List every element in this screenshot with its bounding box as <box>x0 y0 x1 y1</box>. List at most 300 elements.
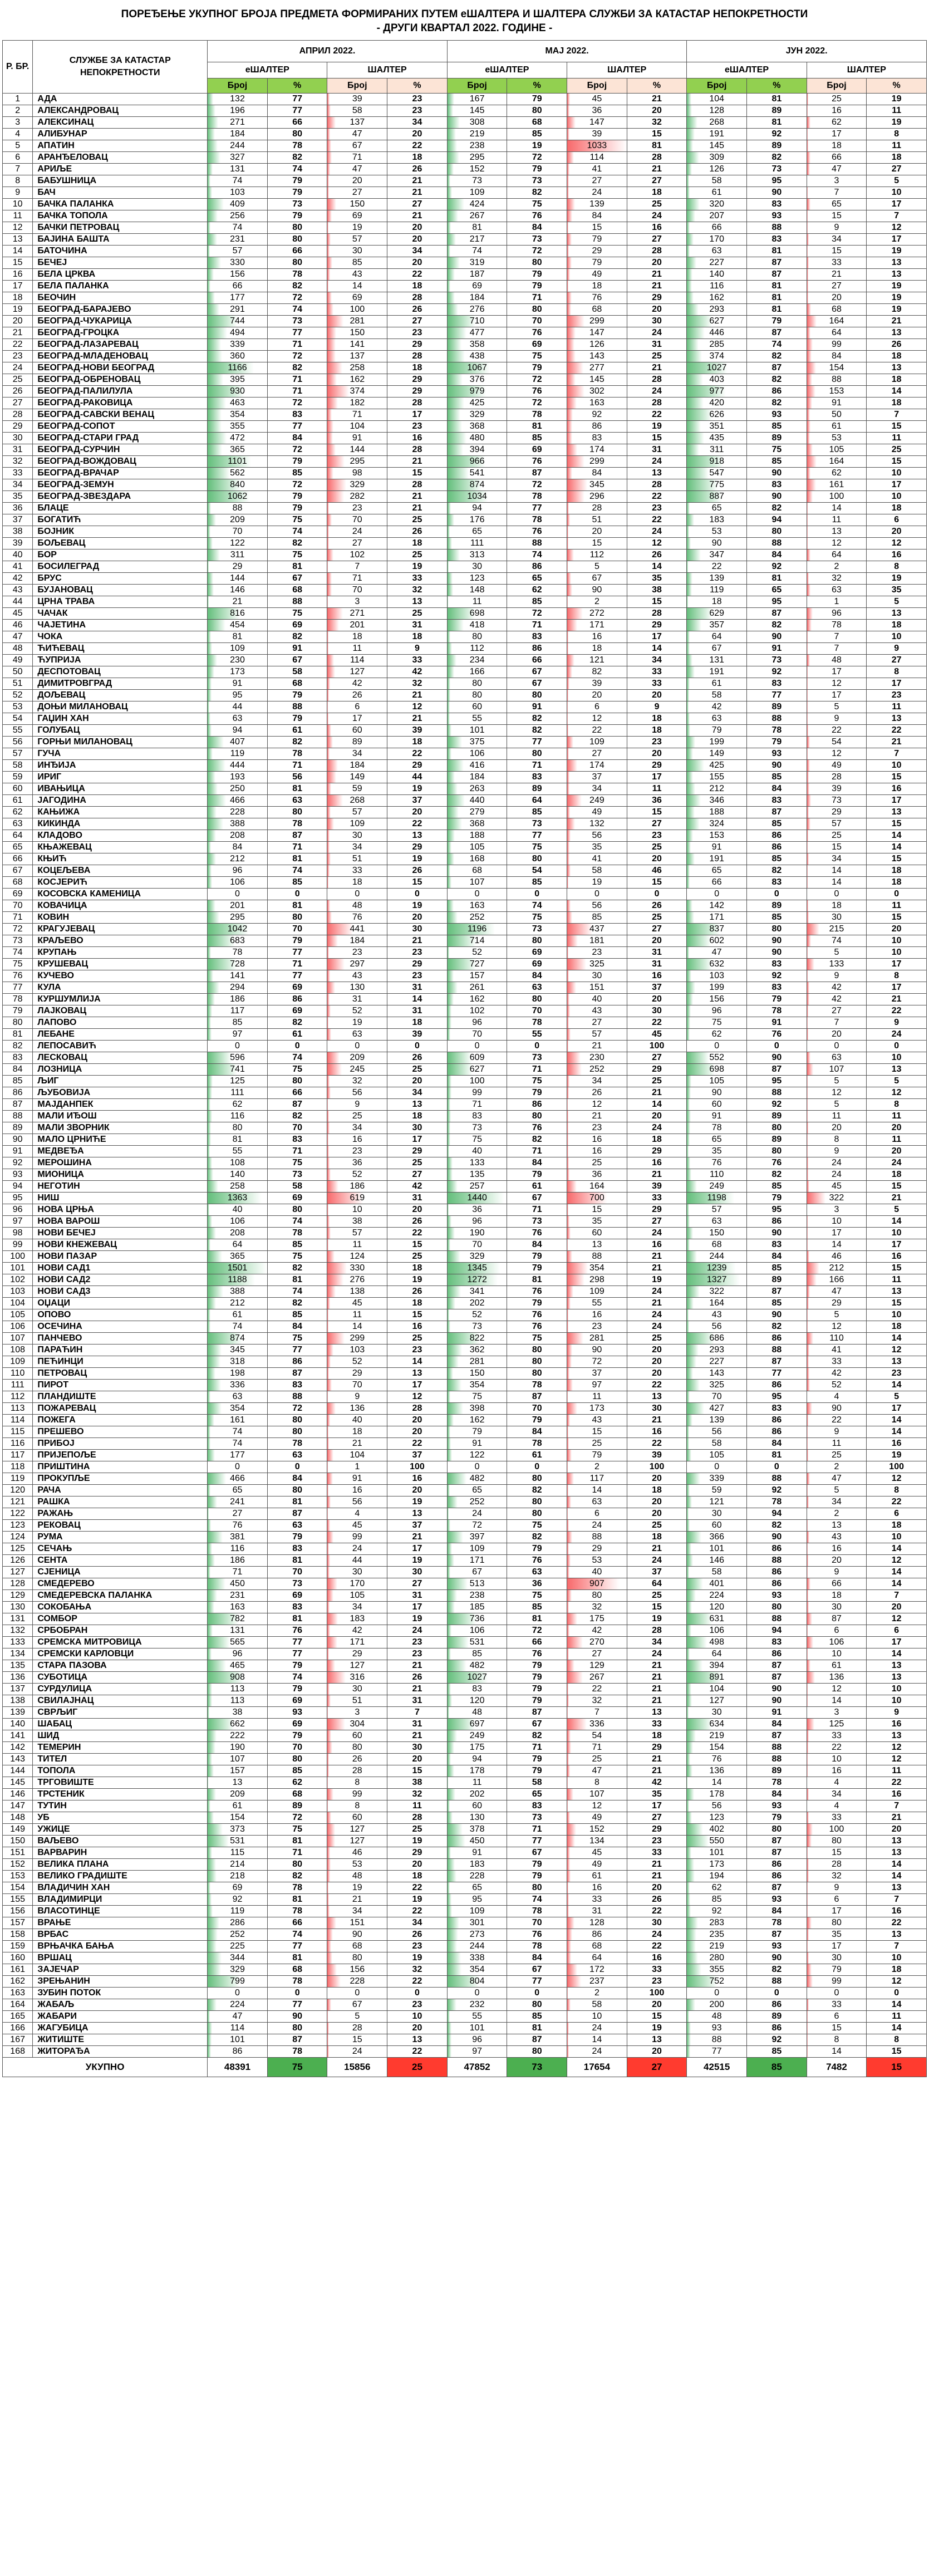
count-esalter <box>447 444 507 456</box>
cell-value: 22 <box>387 748 447 759</box>
pct-esalter <box>507 690 567 701</box>
pct-esalter <box>747 643 807 655</box>
cell-value: 123 <box>448 573 507 584</box>
cell-value: 271 <box>327 608 387 619</box>
count-salter <box>327 1578 387 1590</box>
cell-value: 41 <box>567 853 627 865</box>
cell-value: 17 <box>387 1134 447 1145</box>
row-number: 106 <box>3 1321 33 1333</box>
count-salter <box>327 316 387 327</box>
cell-value: 72 <box>268 1403 327 1414</box>
pct-esalter <box>507 994 567 1005</box>
pct-salter <box>387 620 448 631</box>
cell-value: 82 <box>268 1017 327 1028</box>
cell-value: 20 <box>627 304 687 315</box>
cell-value: 16 <box>867 1789 926 1800</box>
cell-value: 78 <box>507 1017 567 1028</box>
service-name: БАЧКА ПАЛАНКА <box>33 199 208 210</box>
count-esalter <box>208 1052 268 1064</box>
count-salter <box>327 725 387 737</box>
count-esalter <box>208 1017 268 1029</box>
count-esalter <box>208 818 268 830</box>
count-salter <box>567 199 627 210</box>
cell-value: 140 <box>687 269 746 280</box>
count-esalter <box>208 1590 268 1602</box>
pct-salter <box>387 842 448 853</box>
pct-esalter <box>267 725 327 737</box>
count-esalter <box>687 1134 747 1146</box>
cell-value: 55 <box>448 713 507 724</box>
cell-value: 65 <box>507 1789 567 1800</box>
pct-esalter <box>747 620 807 631</box>
pct-salter <box>387 374 448 386</box>
header-broj-s-april: Број <box>327 78 387 94</box>
pct-esalter <box>747 316 807 327</box>
pct-salter <box>387 1146 448 1157</box>
cell-value: 59 <box>687 1485 746 1496</box>
cell-value: 86 <box>747 386 807 397</box>
cell-value: 67 <box>268 655 327 666</box>
row-number: 150 <box>3 1836 33 1847</box>
cell-value: 80 <box>507 1356 567 1367</box>
pct-esalter <box>747 1684 807 1695</box>
pct-esalter <box>747 1590 807 1602</box>
cell-value: 37 <box>387 795 447 806</box>
pct-salter <box>627 526 687 538</box>
cell-value: 281 <box>567 1333 627 1344</box>
cell-value: 25 <box>627 199 687 210</box>
cell-value: 74 <box>268 1052 327 1063</box>
pct-salter <box>627 549 687 561</box>
header-broj-e-may: Број <box>447 78 507 94</box>
pct-salter <box>387 1578 448 1590</box>
pct-salter <box>627 1064 687 1076</box>
service-name: РУМА <box>33 1532 208 1543</box>
count-esalter <box>447 1426 507 1438</box>
cell-value: 339 <box>687 1473 746 1484</box>
count-esalter <box>208 444 268 456</box>
cell-value: 329 <box>448 1251 507 1262</box>
cell-value: 65 <box>687 865 746 876</box>
count-esalter <box>447 1473 507 1485</box>
cell-value: 113 <box>208 1684 267 1695</box>
cell-value: 56 <box>687 1800 746 1812</box>
cell-value: 78 <box>268 1438 327 1449</box>
count-salter <box>807 842 867 853</box>
row-number: 39 <box>3 538 33 549</box>
pct-salter <box>387 1438 448 1450</box>
cell-value: 209 <box>208 1789 267 1800</box>
table-row <box>3 655 927 666</box>
row-number: 54 <box>3 713 33 725</box>
cell-value: 81 <box>268 900 327 911</box>
cell-value: 16 <box>627 222 687 233</box>
count-esalter <box>208 643 268 655</box>
count-salter <box>567 1496 627 1508</box>
cell-value: 90 <box>567 1345 627 1356</box>
count-esalter <box>687 1298 747 1309</box>
cell-value: 130 <box>327 982 387 993</box>
pct-salter <box>387 433 448 444</box>
count-salter <box>327 327 387 339</box>
cell-value: 34 <box>567 783 627 794</box>
cell-value: 138 <box>327 1286 387 1297</box>
cell-value: 39 <box>387 1029 447 1040</box>
row-number: 60 <box>3 783 33 795</box>
service-name: НОВА ЦРЊА <box>33 1204 208 1216</box>
count-esalter <box>687 339 747 351</box>
cell-value: 482 <box>448 1473 507 1484</box>
cell-value: 163 <box>208 1602 267 1613</box>
pct-esalter <box>747 1613 807 1625</box>
table-row <box>3 1543 927 1555</box>
count-salter <box>567 772 627 783</box>
pct-salter <box>627 1122 687 1134</box>
cell-value: 22 <box>867 1496 926 1508</box>
cell-value: 14 <box>867 1543 926 1554</box>
row-number: 122 <box>3 1508 33 1520</box>
pct-salter <box>627 491 687 503</box>
pct-salter <box>387 1602 448 1613</box>
pct-esalter <box>747 1450 807 1461</box>
pct-esalter <box>507 1684 567 1695</box>
pct-esalter <box>267 1695 327 1707</box>
cell-value: 17 <box>807 690 867 701</box>
count-salter <box>567 620 627 631</box>
cell-value: 354 <box>448 1380 507 1391</box>
cell-value: 201 <box>208 900 267 911</box>
row-number: 16 <box>3 269 33 281</box>
cell-value: 80 <box>507 748 567 759</box>
cell-value: 26 <box>387 304 447 315</box>
pct-salter <box>867 257 927 269</box>
count-salter <box>327 1450 387 1461</box>
pct-esalter <box>747 783 807 795</box>
pct-esalter <box>747 210 807 222</box>
count-salter <box>807 1391 867 1403</box>
count-salter <box>327 1532 387 1543</box>
pct-esalter <box>747 1602 807 1613</box>
table-row <box>3 269 927 281</box>
cell-value: 105 <box>687 1076 746 1087</box>
count-esalter <box>687 1543 747 1555</box>
pct-salter <box>627 129 687 140</box>
pct-salter <box>387 1228 448 1239</box>
count-esalter <box>447 737 507 748</box>
cell-value: 82 <box>268 631 327 642</box>
cell-value: 21 <box>627 281 687 292</box>
cell-value: 58 <box>507 1777 567 1788</box>
row-number: 48 <box>3 643 33 655</box>
cell-value: 39 <box>567 129 627 140</box>
pct-salter <box>867 1496 927 1508</box>
cell-value: 27 <box>567 1648 627 1660</box>
cell-value: 16 <box>867 1719 926 1730</box>
cell-value: 25 <box>567 1438 627 1449</box>
pct-salter <box>387 1637 448 1648</box>
count-esalter <box>208 690 268 701</box>
cell-value: 21 <box>807 269 867 280</box>
count-salter <box>807 1824 867 1836</box>
cell-value: 3 <box>807 175 867 187</box>
cell-value: 25 <box>627 1076 687 1087</box>
cell-value: 0 <box>507 1461 567 1473</box>
pct-salter <box>387 1754 448 1765</box>
cell-value: 130 <box>448 1812 507 1823</box>
pct-salter <box>387 1461 448 1473</box>
count-salter <box>567 549 627 561</box>
cell-value: 24 <box>627 386 687 397</box>
cell-value: 58 <box>687 175 746 187</box>
cell-value: 17 <box>867 234 926 245</box>
cell-value: 57 <box>327 807 387 818</box>
header-rb: Р. БР. <box>3 41 33 94</box>
count-esalter <box>447 783 507 795</box>
count-esalter <box>447 865 507 877</box>
count-salter <box>567 210 627 222</box>
count-salter <box>327 1099 387 1111</box>
cell-value: 14 <box>867 1578 926 1589</box>
pct-esalter <box>747 362 807 374</box>
count-salter <box>567 573 627 585</box>
cell-value: 78 <box>507 409 567 420</box>
row-number: 35 <box>3 491 33 503</box>
cell-value: 24 <box>567 1520 627 1531</box>
count-salter <box>327 514 387 526</box>
service-name: КУЧЕВО <box>33 970 208 982</box>
count-salter <box>807 678 867 690</box>
count-esalter <box>208 468 268 479</box>
count-esalter <box>687 1274 747 1286</box>
cell-value: 75 <box>507 199 567 210</box>
cell-value: 241 <box>208 1496 267 1508</box>
count-salter <box>327 1707 387 1719</box>
table-row <box>3 1391 927 1403</box>
count-esalter <box>208 970 268 982</box>
count-esalter <box>208 1473 268 1485</box>
pct-salter <box>627 1368 687 1380</box>
pct-esalter <box>507 1356 567 1368</box>
service-name: ТОПОЛА <box>33 1765 208 1777</box>
table-row <box>3 1251 927 1263</box>
cell-value: 142 <box>687 900 746 911</box>
cell-value: 407 <box>208 737 267 748</box>
table-row <box>3 1719 927 1730</box>
cell-value: 26 <box>387 164 447 175</box>
count-esalter <box>447 374 507 386</box>
cell-value: 18 <box>807 140 867 151</box>
cell-value: 73 <box>268 1169 327 1180</box>
table-row <box>3 1029 927 1041</box>
cell-value: 70 <box>448 1239 507 1250</box>
cell-value: 76 <box>747 1029 807 1040</box>
cell-value: 930 <box>208 386 267 397</box>
pct-esalter <box>747 935 807 947</box>
cell-value: 80 <box>507 1111 567 1122</box>
pct-esalter <box>507 585 567 596</box>
count-esalter <box>687 1239 747 1251</box>
count-esalter <box>687 1707 747 1719</box>
pct-esalter <box>267 1625 327 1637</box>
pct-salter <box>627 713 687 725</box>
count-esalter <box>447 129 507 140</box>
count-salter <box>807 924 867 935</box>
count-esalter <box>687 737 747 748</box>
cell-value: 137 <box>327 351 387 362</box>
cell-value: 26 <box>327 1754 387 1765</box>
cell-value: 63 <box>268 1520 327 1531</box>
cell-value: 17 <box>327 713 387 724</box>
cell-value: 22 <box>387 1228 447 1239</box>
cell-value: 85 <box>747 1298 807 1309</box>
cell-value: 19 <box>327 222 387 233</box>
cell-value: 42 <box>387 666 447 678</box>
cell-value: 70 <box>268 1742 327 1753</box>
cell-value: 20 <box>627 853 687 865</box>
table-row <box>3 1532 927 1543</box>
count-salter <box>567 1789 627 1800</box>
cell-value: 79 <box>507 1765 567 1777</box>
cell-value: 57 <box>807 818 867 830</box>
pct-esalter <box>267 1730 327 1742</box>
cell-value: 22 <box>567 1684 627 1695</box>
cell-value: 85 <box>507 129 567 140</box>
count-salter <box>327 1625 387 1637</box>
cell-value: 82 <box>268 538 327 549</box>
service-name: СОМБОР <box>33 1613 208 1625</box>
cell-value: 80 <box>507 1368 567 1379</box>
cell-value: 90 <box>747 468 807 479</box>
cell-value: 164 <box>807 456 867 467</box>
cell-value: 87 <box>268 1368 327 1379</box>
pct-salter <box>627 1777 687 1789</box>
count-esalter <box>447 690 507 701</box>
service-name: ТУТИН <box>33 1800 208 1812</box>
cell-value: 80 <box>268 222 327 233</box>
count-esalter <box>687 316 747 327</box>
cell-value: 132 <box>208 94 267 105</box>
table-row <box>3 1824 927 1836</box>
pct-esalter <box>267 386 327 398</box>
cell-value: 71 <box>507 1204 567 1215</box>
cell-value: 86 <box>567 421 627 432</box>
pct-esalter <box>267 1438 327 1450</box>
cell-value: 21 <box>387 935 447 946</box>
count-salter <box>327 1204 387 1216</box>
cell-value: 146 <box>208 585 267 596</box>
count-esalter <box>687 643 747 655</box>
cell-value: 977 <box>687 386 746 397</box>
count-esalter <box>447 1800 507 1812</box>
cell-value: 346 <box>687 795 746 806</box>
pct-esalter <box>267 889 327 900</box>
count-salter <box>567 900 627 912</box>
count-esalter <box>447 561 507 573</box>
cell-value: 87 <box>747 269 807 280</box>
pct-salter <box>867 970 927 982</box>
count-esalter <box>687 1193 747 1204</box>
cell-value: 67 <box>268 573 327 584</box>
cell-value: 106 <box>208 1216 267 1227</box>
count-esalter <box>208 105 268 117</box>
cell-value: 20 <box>807 292 867 303</box>
pct-salter <box>387 1403 448 1415</box>
cell-value: 100 <box>448 1076 507 1087</box>
cell-value: 24 <box>627 1648 687 1660</box>
cell-value: 123 <box>687 1812 746 1823</box>
pct-esalter <box>747 737 807 748</box>
cell-value: 17 <box>807 1228 867 1239</box>
service-name: ЛАЈКОВАЦ <box>33 1005 208 1017</box>
count-salter <box>327 713 387 725</box>
cell-value: 66 <box>687 222 746 233</box>
count-esalter <box>447 468 507 479</box>
count-esalter <box>208 1520 268 1532</box>
count-salter <box>567 1695 627 1707</box>
pct-salter <box>867 1684 927 1695</box>
cell-value: 33 <box>387 573 447 584</box>
pct-salter <box>387 210 448 222</box>
cell-value: 19 <box>627 1274 687 1285</box>
count-esalter <box>687 561 747 573</box>
cell-value: 89 <box>747 1765 807 1777</box>
cell-value: 18 <box>867 1520 926 1531</box>
cell-value: 31 <box>387 1719 447 1730</box>
cell-value: 57 <box>327 234 387 245</box>
cell-value: 14 <box>627 643 687 654</box>
count-esalter <box>208 959 268 970</box>
count-esalter <box>447 1321 507 1333</box>
cell-value: 21 <box>627 362 687 374</box>
cell-value: 258 <box>327 362 387 374</box>
pct-salter <box>627 1508 687 1520</box>
cell-value: 354 <box>208 1403 267 1414</box>
cell-value: 11 <box>867 900 926 911</box>
row-number: 129 <box>3 1590 33 1602</box>
pct-esalter <box>747 1648 807 1660</box>
cell-value: 16 <box>867 549 926 561</box>
pct-salter <box>867 187 927 199</box>
pct-esalter <box>747 1157 807 1169</box>
count-salter <box>567 526 627 538</box>
count-salter <box>567 1064 627 1076</box>
cell-value: 25 <box>567 1157 627 1169</box>
count-salter <box>567 269 627 281</box>
cell-value: 85 <box>747 456 807 467</box>
pct-esalter <box>507 374 567 386</box>
count-esalter <box>208 1309 268 1321</box>
cell-value: 79 <box>507 269 567 280</box>
count-salter <box>807 1286 867 1298</box>
pct-esalter <box>267 690 327 701</box>
pct-salter <box>387 748 448 760</box>
pct-salter <box>387 760 448 772</box>
pct-esalter <box>747 1286 807 1298</box>
count-esalter <box>447 1777 507 1789</box>
pct-esalter <box>747 1777 807 1789</box>
pct-esalter <box>507 1461 567 1473</box>
pct-esalter <box>747 900 807 912</box>
cell-value: 57 <box>327 1228 387 1239</box>
service-name: ПЛАНДИШТЕ <box>33 1391 208 1403</box>
count-esalter <box>447 175 507 187</box>
count-salter <box>327 900 387 912</box>
cell-value: 27 <box>208 1508 267 1519</box>
cell-value: 16 <box>567 1134 627 1145</box>
count-esalter <box>687 1251 747 1263</box>
count-esalter <box>687 1660 747 1672</box>
cell-value: 13 <box>208 1777 267 1788</box>
